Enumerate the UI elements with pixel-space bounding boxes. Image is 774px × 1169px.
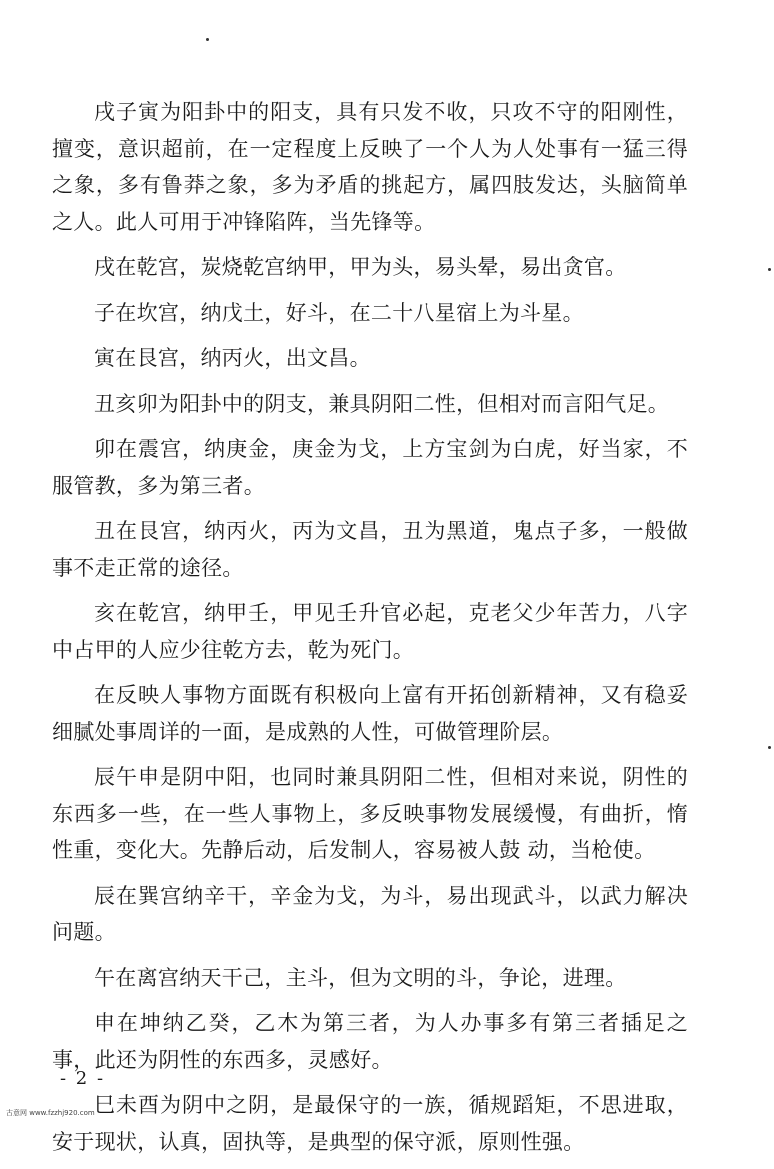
paragraph: 寅在艮宫，纳丙火，出文昌。: [94, 346, 371, 370]
paragraph: 午在离宫纳天干己，主斗，但为文明的斗，争论，进理。: [94, 965, 627, 990]
paragraph: 戌子寅为阳卦中的阳支，具有只发不收，只攻不守的阳刚性，擅变，意识超前，在一定程度上反映了一个人为人处事有一猛三得之象，多有鲁莽之象，多为矛盾的挑起方，属四肢发达，头脑简单之人。此人可用于冲锋陷阵，当先锋等。: [52, 100, 688, 234]
page-number: - 2 -: [60, 1068, 106, 1089]
paragraph: 戌在乾宫，炭烧乾宫纳甲，甲为头，易头晕，易出贪官。: [94, 255, 627, 279]
paragraph: 巳未酉为阴中之阴，是最保守的一族，循规蹈矩，不思进取，安于现状，认真，固执等，是典型的保守派，原则性强。: [52, 1093, 688, 1154]
paragraph: 申在坤纳乙癸，乙木为第三者，为人办事多有第三者插足之事，此还为阴性的东西多，灵感好。: [52, 1011, 688, 1072]
paragraph: 子在坎宫，纳戊土，好斗，在二十八星宿上为斗星。: [94, 300, 584, 325]
paragraph: 丑在艮宫，纳丙火，丙为文昌，丑为黑道，鬼点子多，一般做事不走正常的途径。: [52, 519, 688, 580]
body-text: [52, 94, 688, 1169]
scan-speck: [206, 38, 209, 41]
scan-speck: [768, 268, 771, 271]
paragraph: 辰午申是阴中阳，也同时兼具阴阳二性，但相对来说，阴性的东西多一些，在一些人事物上，多反映事物发展缓慢，有曲折，惰性重，变化大。先静后动，后发制人，容易被人鼓 动，当枪使。: [52, 765, 688, 862]
paragraph: 在反映人事物方面既有积极向上富有开拓创新精神，又有稳妥细腻处事周详的一面，是成熟的人性，可做管理阶层。: [52, 683, 688, 744]
scan-speck: [768, 746, 771, 749]
watermark-text: 古意网 www.fzzhj920.com: [6, 1109, 95, 1117]
paragraph: 丑亥卯为阳卦中的阴支，兼具阴阳二性，但相对而言阳气足。: [94, 391, 670, 416]
paragraph: 辰在巽宫纳辛干，辛金为戈，为斗，易出现武斗，以武力解决问题。: [52, 883, 688, 944]
paragraph: 亥在乾宫，纳甲壬，甲见壬升官必起，克老父少年苦力，八字中占甲的人应少往乾方去，乾为死门。: [52, 601, 688, 662]
paragraph: 卯在震宫，纳庚金，庚金为戈，上方宝剑为白虎，好当家，不服管教，多为第三者。: [52, 437, 688, 498]
